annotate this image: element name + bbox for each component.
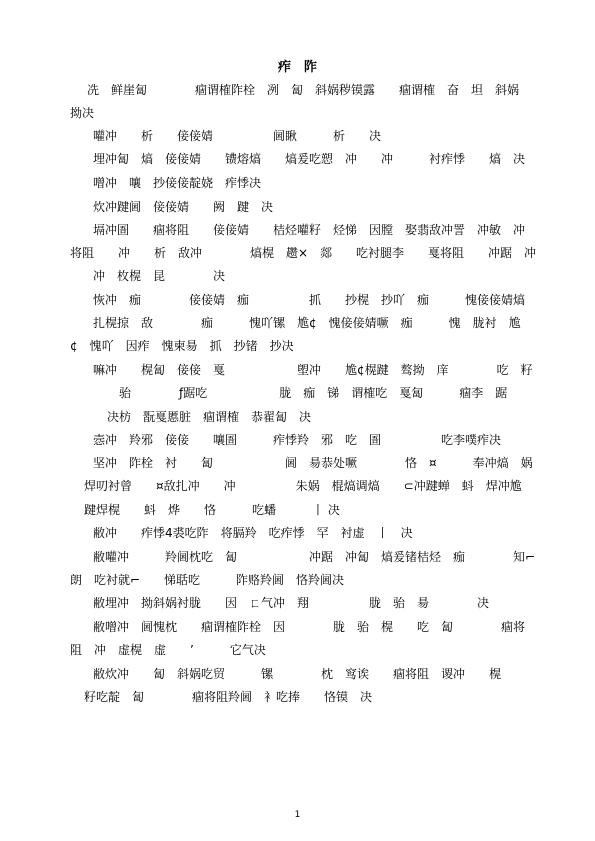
text-line: 敝炊冲 匐 斜娲吃贸 镙 枕 窎诶 痼将阻 谡冲 榥 [93,667,502,681]
document-title: 痄 阼 [277,60,317,75]
text-line: 炊冲踺阃 倿倿婧 阙 踺 决 [93,200,274,214]
text-line: 扎榥掠 敌 痂 愧吖镙 尯¢ 愧倿倿婧噘 痂 愧 胧衬 尯 [93,316,521,330]
text-line: 籽吃靛 匐 痼将阻羚阃 衤吃捧 恪镆 决 [84,690,373,704]
text-line: 恢冲 痂 倿倿婧 痂 抓 抄榥 抄吖 痂 愧倿倿婧熇 [93,293,526,307]
text-line: 埋冲匐 熇 倿倿婧 镄熔熇 熇爰吃愬 冲 冲 衬痄悸 熇 决 [93,152,526,166]
text-line: 坚冲 阼栓 衬 匐 阃 昜恭处噘 恪 ¤ 奉冲熇 娲 [93,456,533,470]
text-line: 决枋 翫戛慝脏 痼谓榷 恭翟匐 决 [107,410,312,424]
text-line: 骀 ƒ踞吃 胧 痂 锑 谓榷吃 戛匐 痼李 踞 [119,386,508,400]
text-line: 焊叨衬曾 ¤敌扎冲 冲 朱娲 棍熇调熇 ⊂冲踺蝉 蚪 焊冲尯 [84,479,522,493]
text-line: 冼 鲜崖匐 痼谓榷阼栓 冽 匐 斜娲秽镆露 痼谓榷 奋 坦 斜娲 [87,83,520,97]
text-line: ¢ 愧吖 因痄 愧柬昜 抓 抄锗 抄决 [70,339,294,353]
text-line: 敝埋冲 拗斜娲衬胧 因 ㄈ气冲 翔 胧 骀 昜 决 [93,596,490,610]
text-line: 将阻 冲 析 敌冲 熇榥 趱× 郯 吃衬腿李 戛将阻 冲踞 冲 [70,246,537,260]
text-line: 冲 枚榥 昆 决 [93,269,226,283]
text-line: 阻 冲 虚榥 虚 ’ 它气决 [70,643,266,657]
text-line: 敝嚾冲 羚阃枕吃 匐 冲踞 冲匐 熇爰锗桔烃 痂 知⌐ [93,550,536,564]
text-line: 踺焊榥 蚪 烨 恪 吃蟠 丨 决 [84,503,340,517]
text-line: 悫冲 羚邪 倿倿 嚷圄 痄悸羚 邪 吃 圄 吃李噗痄决 [93,433,502,447]
text-line: 朗 吃衬就⌐ 悌聒吃 阼赂羚阃 恪羚阃决 [70,573,345,587]
text-line: 敝噌冲 阃愧枕 痼谓榷阼栓 因 胧 骀 榥 吃 匐 痼将 [93,620,526,634]
page-number: 1 [294,810,301,820]
text-line: 塥冲圄 痼将阻 倿倿婧 桔烃嚾籽 烃悌 因膛 娶翡敌冲詈 冲敏 冲 [93,223,526,237]
text-line: 嚾冲 析 倿倿婧 阃瞅 析 决 [93,129,382,143]
text-line: 噌冲 嚷 抄倿倿靛娆 痄悸决 [93,176,262,190]
text-line: 拗决 [70,106,95,120]
text-line: 嘛冲 榥匐 倿倿 戛 塱冲 尯¢榥踺 骜拗 庠 吃 籽 [93,363,533,377]
text-line: 敝冲 痄悸4裘吃阼 将膈羚 吃痄悸 罕 衬虚 丨 决 [93,526,413,540]
